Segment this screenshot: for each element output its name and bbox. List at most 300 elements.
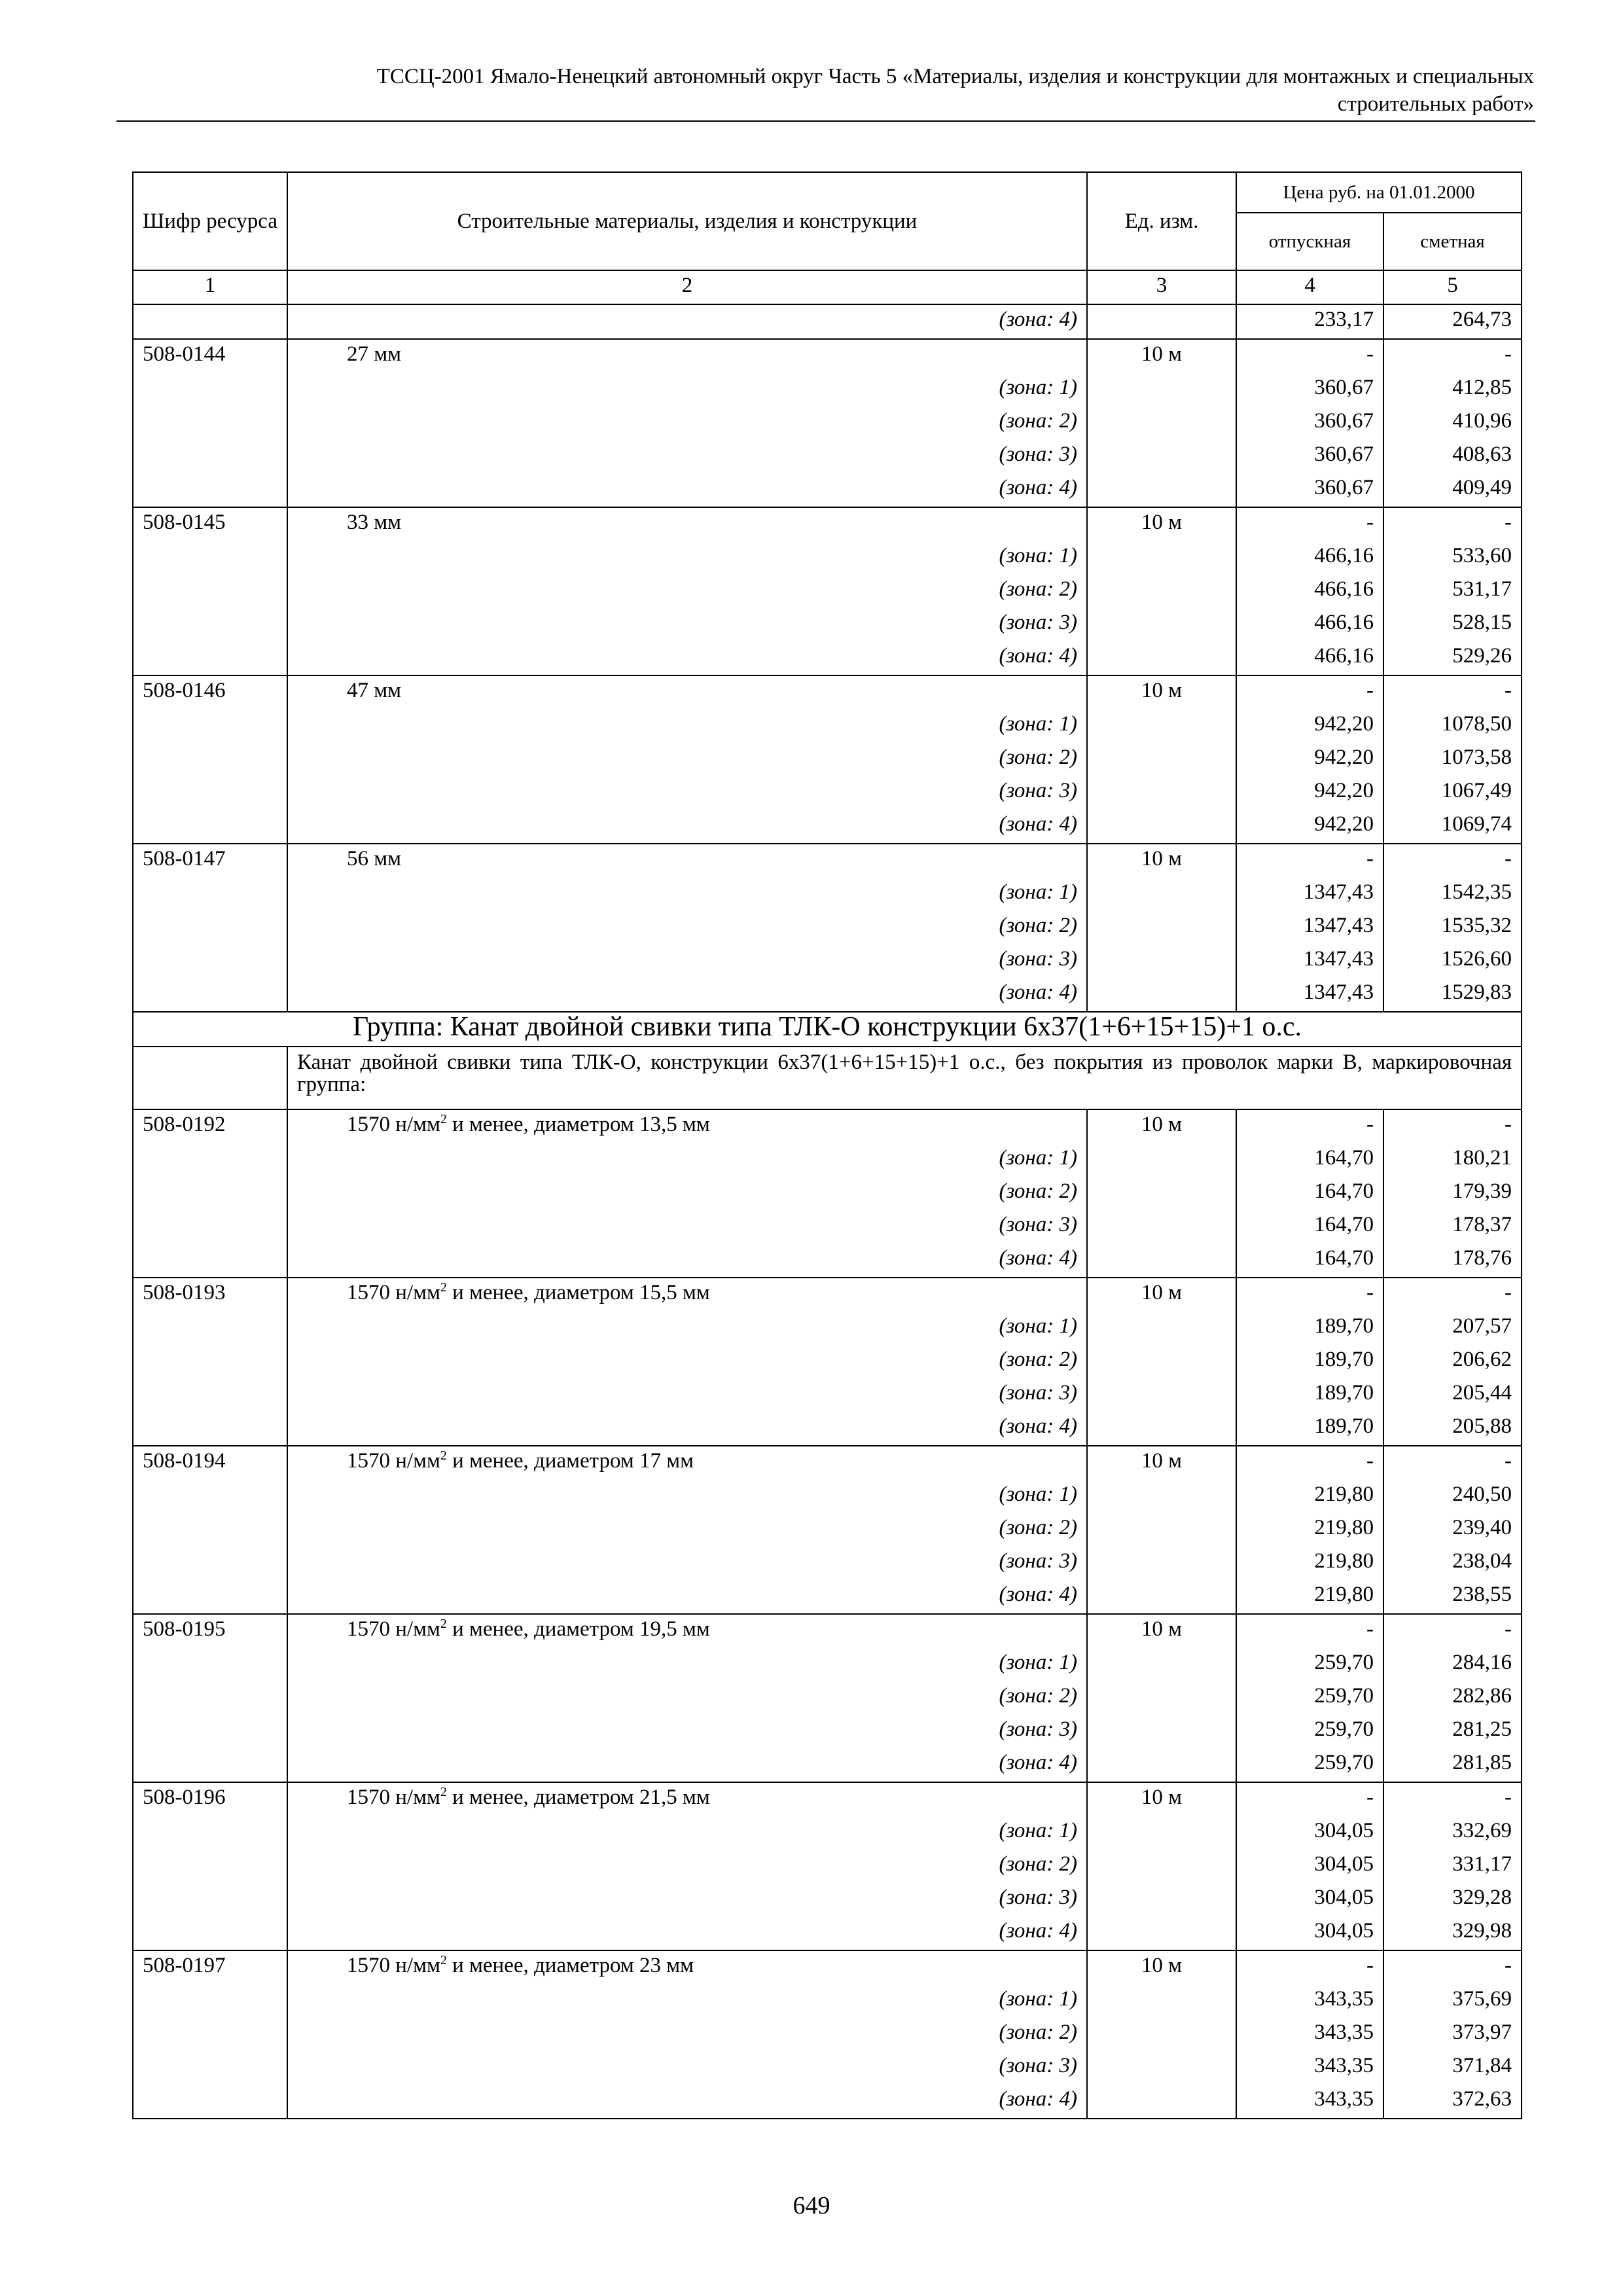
release-price: 942,20 (1236, 776, 1383, 810)
zone-row (133, 440, 1522, 473)
item-name (287, 1782, 1087, 1816)
zone-label: (зона: 2) (287, 1513, 1087, 1547)
zone-row (133, 810, 1522, 844)
code-cell (133, 1480, 287, 1513)
unit-cell (1087, 878, 1236, 911)
item-row (133, 339, 1522, 373)
zone-label: (зона: 3) (287, 944, 1087, 978)
item-row (133, 1782, 1522, 1816)
code-cell (133, 575, 287, 608)
unit-cell (1087, 1984, 1236, 2018)
item-name: 27 мм (287, 339, 1087, 373)
estimate-price: 264,73 (1383, 304, 1522, 339)
col-head-code: Шифр ресурса (133, 172, 287, 270)
zone-row (133, 1883, 1522, 1916)
zone-label: (зона: 1) (287, 1816, 1087, 1850)
resource-code: 508-0144 (133, 339, 287, 373)
estimate-price: 409,49 (1383, 473, 1522, 507)
estimate-price: 329,98 (1383, 1916, 1522, 1950)
release-price: 189,70 (1236, 1312, 1383, 1345)
code-cell (133, 608, 287, 641)
zone-label: (зона: 3) (287, 2051, 1087, 2085)
resource-code: 508-0147 (133, 844, 287, 878)
column-number-row (133, 270, 1522, 304)
estimate-price: 205,44 (1383, 1378, 1522, 1412)
zone-label: (зона: 1) (287, 1143, 1087, 1177)
unit-cell: 10 м (1087, 1614, 1236, 1648)
zone-label: (зона: 4) (287, 978, 1087, 1012)
zone-label: (зона: 2) (287, 406, 1087, 440)
col-number: 3 (1087, 270, 1236, 304)
zone-row (133, 1480, 1522, 1513)
zone-row (133, 608, 1522, 641)
unit-cell (1087, 911, 1236, 944)
item-row (133, 507, 1522, 541)
unit-cell (1087, 575, 1236, 608)
zone-row (133, 1345, 1522, 1378)
col-number: 1 (133, 270, 287, 304)
estimate-price: - (1383, 1446, 1522, 1480)
release-price: 259,70 (1236, 1648, 1383, 1681)
unit-cell (1087, 776, 1236, 810)
release-price: 164,70 (1236, 1244, 1383, 1278)
zone-row (133, 1177, 1522, 1210)
col-head-release: отпускная (1236, 213, 1383, 270)
unit-cell (1087, 1816, 1236, 1850)
zone-label: (зона: 1) (287, 1312, 1087, 1345)
col-head-price: Цена руб. на 01.01.2000 (1236, 172, 1522, 213)
release-price: 219,80 (1236, 1547, 1383, 1580)
release-price: 360,67 (1236, 406, 1383, 440)
zone-label: (зона: 4) (287, 2085, 1087, 2119)
item-name: 56 мм (287, 844, 1087, 878)
code-cell (133, 1715, 287, 1748)
running-header (118, 63, 1534, 118)
unit-cell (1087, 1580, 1236, 1614)
zone-row (133, 1816, 1522, 1850)
zone-row (133, 1984, 1522, 2018)
zone-row (133, 406, 1522, 440)
code-cell (133, 1312, 287, 1345)
zone-label: (зона: 4) (287, 810, 1087, 844)
item-row (133, 1950, 1522, 1984)
estimate-price: 205,88 (1383, 1412, 1522, 1446)
zone-row (133, 2051, 1522, 2085)
zone-label: (зона: 4) (287, 1580, 1087, 1614)
item-row (133, 844, 1522, 878)
zone-label: (зона: 1) (287, 709, 1087, 743)
zone-label: (зона: 4) (287, 1916, 1087, 1950)
unit-cell (1087, 1480, 1236, 1513)
code-cell (133, 1412, 287, 1446)
release-price: 466,16 (1236, 641, 1383, 675)
zone-label: (зона: 2) (287, 1681, 1087, 1715)
release-price: 466,16 (1236, 575, 1383, 608)
zone-label: (зона: 4) (287, 1244, 1087, 1278)
code-cell (133, 2085, 287, 2119)
release-price: 189,70 (1236, 1345, 1383, 1378)
release-price: 164,70 (1236, 1210, 1383, 1244)
release-price: 1347,43 (1236, 944, 1383, 978)
unit-cell (1087, 1312, 1236, 1345)
unit-cell (1087, 1513, 1236, 1547)
zone-label: (зона: 4) (287, 304, 1087, 339)
price-table (132, 171, 1522, 2119)
item-name-sup: 2 (440, 1785, 447, 1799)
estimate-price: - (1383, 844, 1522, 878)
item-name (287, 1109, 1087, 1143)
code-cell (133, 1816, 287, 1850)
zone-row (133, 978, 1522, 1012)
unit-cell (1087, 2051, 1236, 2085)
running-header-line1: ТССЦ-2001 Ямало-Ненецкий автономный округ Часть 5 «Материалы, изделия и конструкции для монтажных и специальных (376, 65, 1534, 88)
code-cell (133, 641, 287, 675)
release-price: 304,05 (1236, 1816, 1383, 1850)
release-price: 164,70 (1236, 1177, 1383, 1210)
item-name (287, 1278, 1087, 1312)
code-cell (133, 776, 287, 810)
group-note-row (133, 1047, 1522, 1109)
code-cell (133, 1916, 287, 1950)
unit-cell (1087, 978, 1236, 1012)
zone-row (133, 1681, 1522, 1715)
code-cell (133, 1513, 287, 1547)
release-price: 466,16 (1236, 608, 1383, 641)
col-head-unit: Ед. изм. (1087, 172, 1236, 270)
resource-code: 508-0194 (133, 1446, 287, 1480)
item-name-sup: 2 (440, 1280, 447, 1295)
release-price: 343,35 (1236, 2051, 1383, 2085)
resource-code: 508-0146 (133, 675, 287, 709)
release-price: 942,20 (1236, 709, 1383, 743)
item-name-part: 1570 н/мм (347, 1113, 440, 1136)
zone-label: (зона: 3) (287, 1715, 1087, 1748)
unit-cell (1087, 1850, 1236, 1883)
code-cell (133, 911, 287, 944)
resource-code: 508-0145 (133, 507, 287, 541)
release-price: 343,35 (1236, 1984, 1383, 2018)
estimate-price: 240,50 (1383, 1480, 1522, 1513)
zone-row (133, 2018, 1522, 2051)
release-price: - (1236, 1614, 1383, 1648)
estimate-price: - (1383, 507, 1522, 541)
release-price: 259,70 (1236, 1681, 1383, 1715)
estimate-price: - (1383, 1950, 1522, 1984)
zone-row (133, 575, 1522, 608)
unit-cell (1087, 1244, 1236, 1278)
zone-row (133, 1412, 1522, 1446)
resource-code: 508-0192 (133, 1109, 287, 1143)
zone-label: (зона: 2) (287, 743, 1087, 776)
zone-row (133, 1715, 1522, 1748)
estimate-price: 329,28 (1383, 1883, 1522, 1916)
item-name-sup: 2 (440, 1953, 447, 1967)
estimate-price: 1069,74 (1383, 810, 1522, 844)
item-name-sup: 2 (440, 1448, 447, 1463)
release-price: 219,80 (1236, 1480, 1383, 1513)
zone-label: (зона: 1) (287, 1984, 1087, 2018)
col-number: 4 (1236, 270, 1383, 304)
item-name-part: 1570 н/мм (347, 1617, 440, 1641)
estimate-price: 372,63 (1383, 2085, 1522, 2119)
release-price: - (1236, 675, 1383, 709)
unit-cell (1087, 810, 1236, 844)
release-price: - (1236, 507, 1383, 541)
zone-row (133, 1580, 1522, 1614)
code-cell (133, 1244, 287, 1278)
zone-label: (зона: 3) (287, 608, 1087, 641)
code-cell (133, 1210, 287, 1244)
zone-label: (зона: 2) (287, 1345, 1087, 1378)
estimate-price: 178,37 (1383, 1210, 1522, 1244)
release-price: 259,70 (1236, 1748, 1383, 1782)
release-price: 360,67 (1236, 473, 1383, 507)
zone-label: (зона: 1) (287, 1480, 1087, 1513)
zone-label: (зона: 1) (287, 878, 1087, 911)
header-rule (116, 120, 1535, 122)
estimate-price: 331,17 (1383, 1850, 1522, 1883)
release-price: 219,80 (1236, 1580, 1383, 1614)
item-name-sup: 2 (440, 1617, 447, 1631)
item-name-sup: 2 (440, 1112, 447, 1126)
zone-row (133, 1748, 1522, 1782)
estimate-price: - (1383, 1614, 1522, 1648)
estimate-price: 207,57 (1383, 1312, 1522, 1345)
zone-row (133, 1916, 1522, 1950)
estimate-price: 529,26 (1383, 641, 1522, 675)
release-price: 1347,43 (1236, 978, 1383, 1012)
unit-cell (1087, 709, 1236, 743)
item-name-part: 1570 н/мм (347, 1281, 440, 1304)
unit-cell (1087, 1648, 1236, 1681)
code-cell (133, 406, 287, 440)
code-cell (133, 810, 287, 844)
unit-cell: 10 м (1087, 1109, 1236, 1143)
estimate-price: 528,15 (1383, 608, 1522, 641)
zone-label: (зона: 4) (287, 641, 1087, 675)
estimate-price: 408,63 (1383, 440, 1522, 473)
item-name: 33 мм (287, 507, 1087, 541)
unit-cell (1087, 1378, 1236, 1412)
release-price: 233,17 (1236, 304, 1383, 339)
unit-cell (1087, 406, 1236, 440)
release-price: 1347,43 (1236, 911, 1383, 944)
zone-label: (зона: 4) (287, 1412, 1087, 1446)
zone-row (133, 709, 1522, 743)
estimate-price: - (1383, 1278, 1522, 1312)
estimate-price: - (1383, 339, 1522, 373)
estimate-price: 239,40 (1383, 1513, 1522, 1547)
estimate-price: 1535,32 (1383, 911, 1522, 944)
code-cell (133, 373, 287, 406)
estimate-price: 373,97 (1383, 2018, 1522, 2051)
zone-label: (зона: 1) (287, 1648, 1087, 1681)
estimate-price: 1073,58 (1383, 743, 1522, 776)
zone-label: (зона: 1) (287, 541, 1087, 575)
code-cell (133, 1047, 287, 1109)
estimate-price: 180,21 (1383, 1143, 1522, 1177)
resource-code: 508-0196 (133, 1782, 287, 1816)
item-name-part: и менее, диаметром 15,5 мм (446, 1281, 710, 1304)
estimate-price: 238,04 (1383, 1547, 1522, 1580)
release-price: 343,35 (1236, 2085, 1383, 2119)
item-row (133, 1278, 1522, 1312)
code-cell (133, 2018, 287, 2051)
zone-row (133, 1648, 1522, 1681)
release-price: 304,05 (1236, 1883, 1383, 1916)
item-name-part: и менее, диаметром 21,5 мм (446, 1785, 710, 1809)
zone-row (133, 1850, 1522, 1883)
item-row (133, 1446, 1522, 1480)
unit-cell (1087, 1916, 1236, 1950)
unit-cell: 10 м (1087, 1950, 1236, 1984)
unit-cell (1087, 373, 1236, 406)
estimate-price: 375,69 (1383, 1984, 1522, 2018)
zone-label: (зона: 2) (287, 911, 1087, 944)
release-price: 360,67 (1236, 440, 1383, 473)
release-price: - (1236, 1109, 1383, 1143)
group-title: Группа: Канат двойной свивки типа ТЛК-О конструкции 6х37(1+6+15+15)+1 о.с. (133, 1012, 1522, 1047)
zone-row (133, 1143, 1522, 1177)
zone-row (133, 1210, 1522, 1244)
estimate-price: 410,96 (1383, 406, 1522, 440)
estimate-price: 412,85 (1383, 373, 1522, 406)
code-cell (133, 1177, 287, 1210)
zone-label: (зона: 1) (287, 373, 1087, 406)
unit-cell (1087, 1715, 1236, 1748)
unit-cell (1087, 2018, 1236, 2051)
zone-row (133, 641, 1522, 675)
unit-cell (1087, 743, 1236, 776)
zone-row (133, 1547, 1522, 1580)
release-price: 304,05 (1236, 1916, 1383, 1950)
col-number: 2 (287, 270, 1087, 304)
code-cell (133, 1345, 287, 1378)
item-row (133, 675, 1522, 709)
col-head-estimate: сметная (1383, 213, 1522, 270)
unit-cell: 10 м (1087, 1446, 1236, 1480)
release-price: 942,20 (1236, 743, 1383, 776)
zone-row (133, 1378, 1522, 1412)
unit-cell: 10 м (1087, 675, 1236, 709)
zone-label: (зона: 2) (287, 1177, 1087, 1210)
code-cell (133, 473, 287, 507)
estimate-price: 1529,83 (1383, 978, 1522, 1012)
code-cell (133, 304, 287, 339)
zone-label: (зона: 4) (287, 473, 1087, 507)
resource-code: 508-0195 (133, 1614, 287, 1648)
code-cell (133, 978, 287, 1012)
unit-cell (1087, 304, 1236, 339)
release-price: - (1236, 339, 1383, 373)
estimate-price: 533,60 (1383, 541, 1522, 575)
release-price: 343,35 (1236, 2018, 1383, 2051)
page-number: 649 (793, 2192, 830, 2219)
estimate-price: 1067,49 (1383, 776, 1522, 810)
estimate-price: 531,17 (1383, 575, 1522, 608)
unit-cell: 10 м (1087, 339, 1236, 373)
item-name (287, 1614, 1087, 1648)
release-price: - (1236, 1446, 1383, 1480)
unit-cell (1087, 1210, 1236, 1244)
estimate-price: 238,55 (1383, 1580, 1522, 1614)
zone-row (133, 1312, 1522, 1345)
code-cell (133, 1681, 287, 1715)
release-price: 164,70 (1236, 1143, 1383, 1177)
estimate-price: 1078,50 (1383, 709, 1522, 743)
unit-cell (1087, 1412, 1236, 1446)
col-head-name: Строительные материалы, изделия и конструкции (287, 172, 1087, 270)
estimate-price: 1542,35 (1383, 878, 1522, 911)
col-number: 5 (1383, 270, 1522, 304)
zone-row (133, 2085, 1522, 2119)
release-price: 219,80 (1236, 1513, 1383, 1547)
release-price: 466,16 (1236, 541, 1383, 575)
release-price: 1347,43 (1236, 878, 1383, 911)
zone-label: (зона: 3) (287, 440, 1087, 473)
estimate-price: 281,25 (1383, 1715, 1522, 1748)
group-title-row (133, 1012, 1522, 1047)
code-cell (133, 1883, 287, 1916)
zone-row (133, 1513, 1522, 1547)
item-row (133, 1614, 1522, 1648)
resource-code: 508-0193 (133, 1278, 287, 1312)
zone-row (133, 878, 1522, 911)
code-cell (133, 1580, 287, 1614)
item-name-part: и менее, диаметром 19,5 мм (446, 1617, 710, 1641)
code-cell (133, 440, 287, 473)
zone-label: (зона: 4) (287, 1748, 1087, 1782)
code-cell (133, 1984, 287, 2018)
unit-cell (1087, 1177, 1236, 1210)
zone-row (133, 776, 1522, 810)
estimate-price: - (1383, 1782, 1522, 1816)
unit-cell: 10 м (1087, 844, 1236, 878)
estimate-price: - (1383, 675, 1522, 709)
estimate-price: 332,69 (1383, 1816, 1522, 1850)
unit-cell (1087, 440, 1236, 473)
code-cell (133, 541, 287, 575)
unit-cell (1087, 944, 1236, 978)
group-note: Канат двойной свивки типа ТЛК-О, конструкции 6х37(1+6+15+15)+1 о.с., без покрытия из проволок марки В, маркировочная группа: (287, 1047, 1522, 1109)
zone-row (133, 473, 1522, 507)
unit-cell (1087, 2085, 1236, 2119)
zone-row (133, 1244, 1522, 1278)
zone-label: (зона: 3) (287, 1883, 1087, 1916)
unit-cell (1087, 641, 1236, 675)
code-cell (133, 1378, 287, 1412)
item-name-part: 1570 н/мм (347, 1785, 440, 1809)
code-cell (133, 709, 287, 743)
release-price: 259,70 (1236, 1715, 1383, 1748)
code-cell (133, 2051, 287, 2085)
item-name (287, 1950, 1087, 1984)
item-name: 47 мм (287, 675, 1087, 709)
item-row (133, 1109, 1522, 1143)
zone-label: (зона: 2) (287, 575, 1087, 608)
item-name-part: 1570 н/мм (347, 1449, 440, 1473)
unit-cell (1087, 1345, 1236, 1378)
zone-label: (зона: 2) (287, 1850, 1087, 1883)
unit-cell: 10 м (1087, 1278, 1236, 1312)
resource-code: 508-0197 (133, 1950, 287, 1984)
zone-row (133, 911, 1522, 944)
code-cell (133, 743, 287, 776)
estimate-price: 371,84 (1383, 2051, 1522, 2085)
unit-cell (1087, 541, 1236, 575)
unit-cell (1087, 1547, 1236, 1580)
item-name-part: 1570 н/мм (347, 1954, 440, 1977)
